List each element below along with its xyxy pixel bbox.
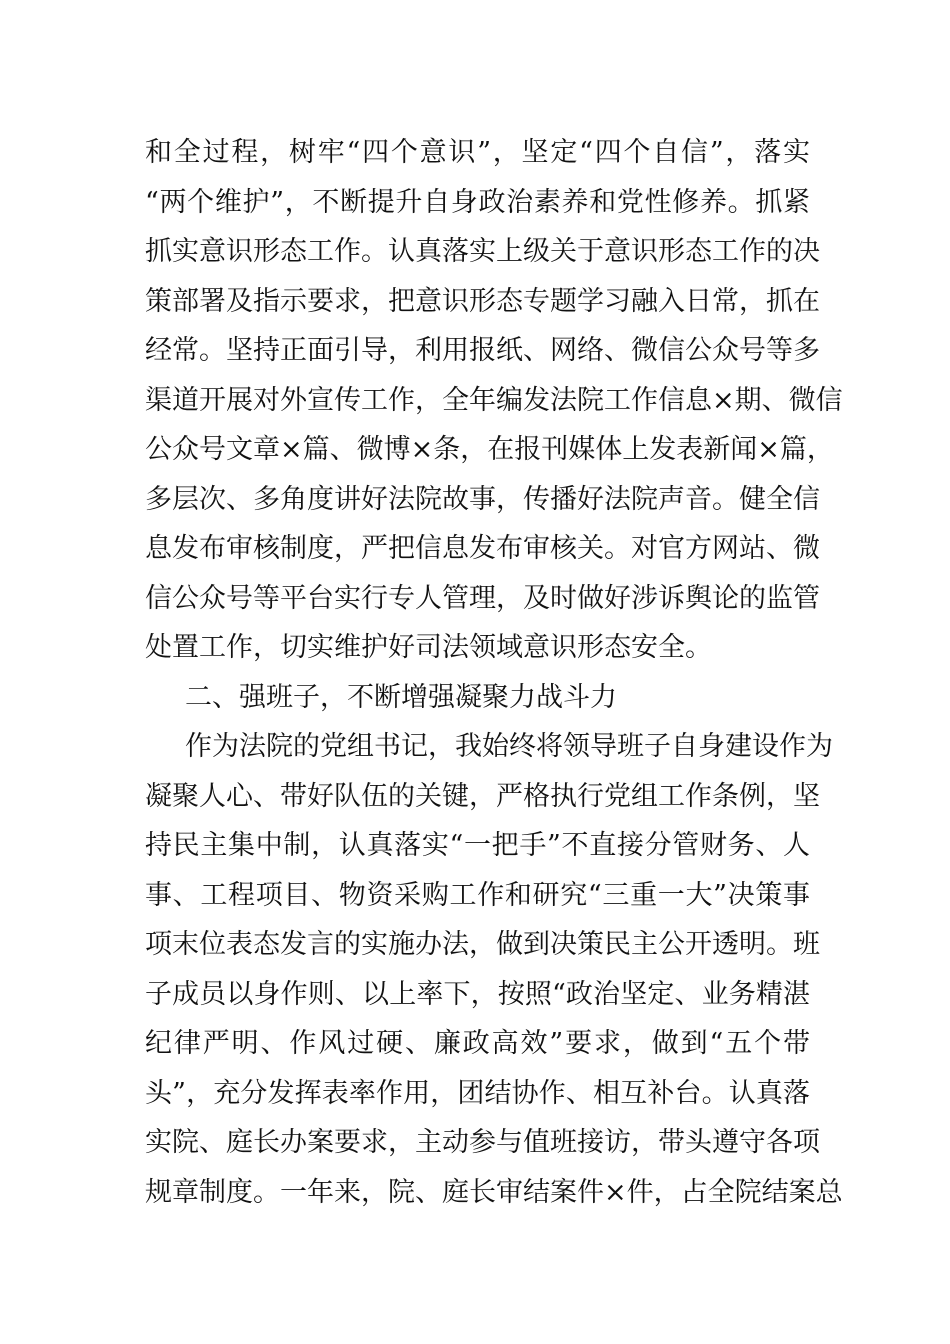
text-line: 凝聚人心、带好队伍的关键，严格执行党组工作条例，坚 bbox=[145, 780, 820, 812]
body-text bbox=[145, 128, 843, 1217]
text-line: 信公众号等平台实行专人管理，及时做好涉诉舆论的监管 bbox=[145, 582, 820, 614]
section-heading: 二、强班子，不断增强凝聚力战斗力 bbox=[185, 681, 617, 713]
text-line: 抓实意识形态工作。认真落实上级关于意识形态工作的决 bbox=[145, 236, 820, 267]
text-line: 多层次、多角度讲好法院故事，传播好法院声音。健全信 bbox=[145, 483, 820, 515]
text-line: 作为法院的党组书记，我始终将领导班子自身建设作为 bbox=[185, 731, 833, 762]
text-line: “两个维护”，不断提升自身政治素养和党性修养。抓紧 bbox=[145, 186, 810, 218]
text-line: 头”，充分发挥表率作用，团结协作、相互补台。认真落 bbox=[145, 1077, 810, 1109]
text-line: 子成员以身作则、以上率下，按照“政治坚定、业务精湛 bbox=[145, 978, 810, 1010]
text-line: 经常。坚持正面引导，利用报纸、网络、微信公众号等多 bbox=[145, 335, 820, 366]
text-line: 持民主集中制，认真落实“一把手”不直接分管财务、人 bbox=[145, 830, 810, 861]
text-line: 渠道开展对外宣传工作，全年编发法院工作信息×期、微信 bbox=[145, 384, 843, 416]
text-line: 实院、庭长办案要求，主动参与值班接访，带头遵守各项 bbox=[145, 1127, 820, 1158]
text-line: 息发布审核制度，严把信息发布审核关。对官方网站、微 bbox=[145, 533, 820, 564]
text-line: 处置工作，切实维护好司法领域意识形态安全。 bbox=[145, 632, 712, 663]
text-line: 和全过程，树牢“四个意识”，坚定“四个自信”，落实 bbox=[145, 137, 810, 168]
text-line: 公众号文章×篇、微博×条，在报刊媒体上发表新闻×篇， bbox=[145, 434, 834, 465]
text-line: 纪律严明、作风过硬、廉政高效”要求，做到“五个带 bbox=[145, 1028, 810, 1059]
text-line: 规章制度。一年来，院、庭长审结案件×件，占全院结案总 bbox=[145, 1176, 843, 1208]
text-line: 策部署及指示要求，把意识形态专题学习融入日常，抓在 bbox=[145, 285, 820, 317]
text-line: 事、工程项目、物资采购工作和研究“三重一大”决策事 bbox=[145, 879, 810, 911]
text-line: 项末位表态发言的实施办法，做到决策民主公开透明。班 bbox=[145, 929, 820, 960]
